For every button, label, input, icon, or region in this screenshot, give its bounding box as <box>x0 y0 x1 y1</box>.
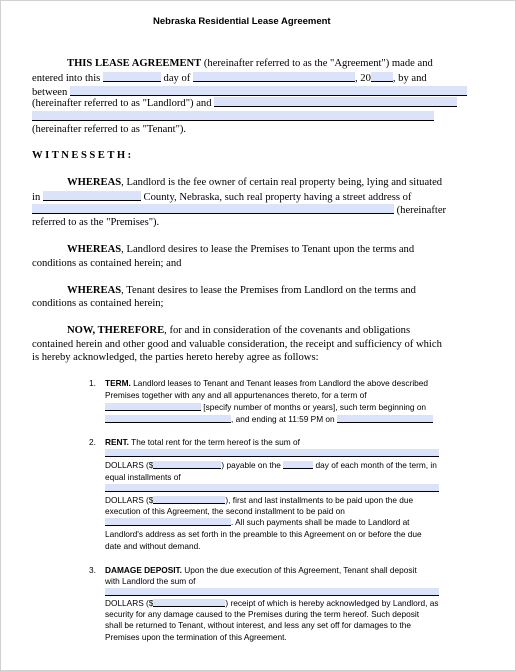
whereas1-line-1: WHEREAS, Landlord is the fee owner of certain real property being, lying and situated <box>67 177 443 188</box>
now-therefore-line-3: is hereby acknowledged, the parties hereto hereby agree as follows: <box>32 352 319 363</box>
term-length-field[interactable] <box>105 403 201 411</box>
document-title: Nebraska Residential Lease Agreement <box>153 16 331 27</box>
section-3-number: 3. <box>89 565 96 575</box>
section-1-line-2: Premises together with any and all appurtenances thereto, for a term of <box>105 390 367 400</box>
intro-line-4b <box>32 111 434 123</box>
section-3-line-6: Premises upon the termination of this Agreement. <box>105 632 287 642</box>
section-2-line-1: RENT. The total rent for the term hereof is the sum of <box>105 437 300 447</box>
section-2-line-7: Landlord's address as set forth in the preamble to this Agreement on or before the due <box>105 529 422 539</box>
rent-due-day-field[interactable] <box>283 461 313 469</box>
section-1-number: 1. <box>89 378 96 388</box>
section-3-line-2b <box>105 587 439 597</box>
section-2-line-6: . All such payments shall be made to Landlord at <box>105 517 410 527</box>
lease-year-field[interactable] <box>371 72 393 82</box>
intro-line-2: entered into this day of , 20 , by and <box>32 73 427 84</box>
intro-line-3: between <box>32 86 467 98</box>
installment-amount-field[interactable] <box>153 496 225 504</box>
section-3-line-4: security for any damage caused to the Premises during the term hereof. Such deposit <box>105 609 420 619</box>
section-2-line-4: DOLLARS ($ ), first and last installments to be paid upon the due <box>105 495 414 505</box>
intro-lead: THIS LEASE AGREEMENT <box>67 58 202 69</box>
section-1-line-4: , and ending at 11:59 PM on <box>105 414 433 424</box>
whereas2-line-2: conditions as contained herein; and <box>32 258 182 269</box>
witnesseth-heading: WITNESSETH: <box>32 150 134 161</box>
whereas1-line-2: in County, Nebraska, such real property having a street address of <box>32 192 412 203</box>
section-2-line-3: equal installments of <box>105 472 181 482</box>
whereas1-line-3: (hereinafter <box>32 204 446 216</box>
section-3-line-5: shall be returned to Tenant, without interest, and less any set off for damages to the <box>105 620 411 630</box>
installment-field[interactable] <box>105 484 439 492</box>
term-start-date-field[interactable] <box>105 415 231 423</box>
deposit-amount-field[interactable] <box>153 599 225 607</box>
section-2-line-1b <box>105 448 439 458</box>
tenant-name-field-cont[interactable] <box>32 111 434 121</box>
whereas2-line-1: WHEREAS, Landlord desires to lease the Premises to Tenant upon the terms and <box>67 244 415 255</box>
whereas1-line-4: referred to as the "Premises"). <box>32 217 160 228</box>
section-1-line-1: TERM. Landlord leases to Tenant and Tenant leases from Landlord the above described <box>105 378 429 388</box>
section-2-heading: RENT. <box>105 437 129 447</box>
intro-line-1: THIS LEASE AGREEMENT (hereinafter referred to as the "Agreement") made and <box>67 58 433 69</box>
section-2-number: 2. <box>89 437 96 447</box>
now-therefore-line-2: contained herein and other good and valuable consideration, the receipt and sufficiency of which <box>32 339 442 350</box>
total-rent-amount-field[interactable] <box>153 461 221 469</box>
section-2-line-8: date and without demand. <box>105 541 201 551</box>
total-rent-field[interactable] <box>105 449 439 457</box>
whereas3-line-1: WHEREAS, Tenant desires to lease the Premises from Landlord on the terms and <box>67 285 416 296</box>
deposit-field[interactable] <box>105 588 439 596</box>
landlord-name-field[interactable] <box>70 86 467 96</box>
county-field[interactable] <box>43 191 141 201</box>
street-address-field[interactable] <box>32 204 394 214</box>
whereas3-line-2: conditions as contained herein; <box>32 298 164 309</box>
section-3-line-3: DOLLARS ($ ) receipt of which is hereby acknowledged by Landlord, as <box>105 598 439 608</box>
term-end-date-field[interactable] <box>337 415 433 423</box>
now-therefore-line-1: NOW, THEREFORE, for and in consideration of the covenants and obligations <box>67 325 411 336</box>
section-3-line-2: with Landlord the sum of <box>105 576 196 586</box>
section-2-line-5: execution of this Agreement, the second installment to be paid on <box>105 506 345 516</box>
section-1-heading: TERM. <box>105 378 131 388</box>
section-2-line-3b <box>105 483 439 493</box>
lease-month-field[interactable] <box>193 72 355 82</box>
intro-line-4: (hereinafter referred to as "Landlord") and <box>32 97 457 109</box>
section-2-line-2: DOLLARS ($ ) payable on the day of each month of the term, in <box>105 460 437 470</box>
section-3-line-1: DAMAGE DEPOSIT. Upon the due execution of this Agreement, Tenant shall deposit <box>105 565 417 575</box>
section-3-heading: DAMAGE DEPOSIT. <box>105 565 182 575</box>
lease-day-field[interactable] <box>103 72 161 82</box>
tenant-name-field[interactable] <box>214 97 457 107</box>
second-installment-date-field[interactable] <box>105 518 231 526</box>
section-1-line-3: [specify number of months or years], such term beginning on <box>105 402 426 412</box>
intro-line-5: (hereinafter referred to as "Tenant"). <box>32 124 187 135</box>
